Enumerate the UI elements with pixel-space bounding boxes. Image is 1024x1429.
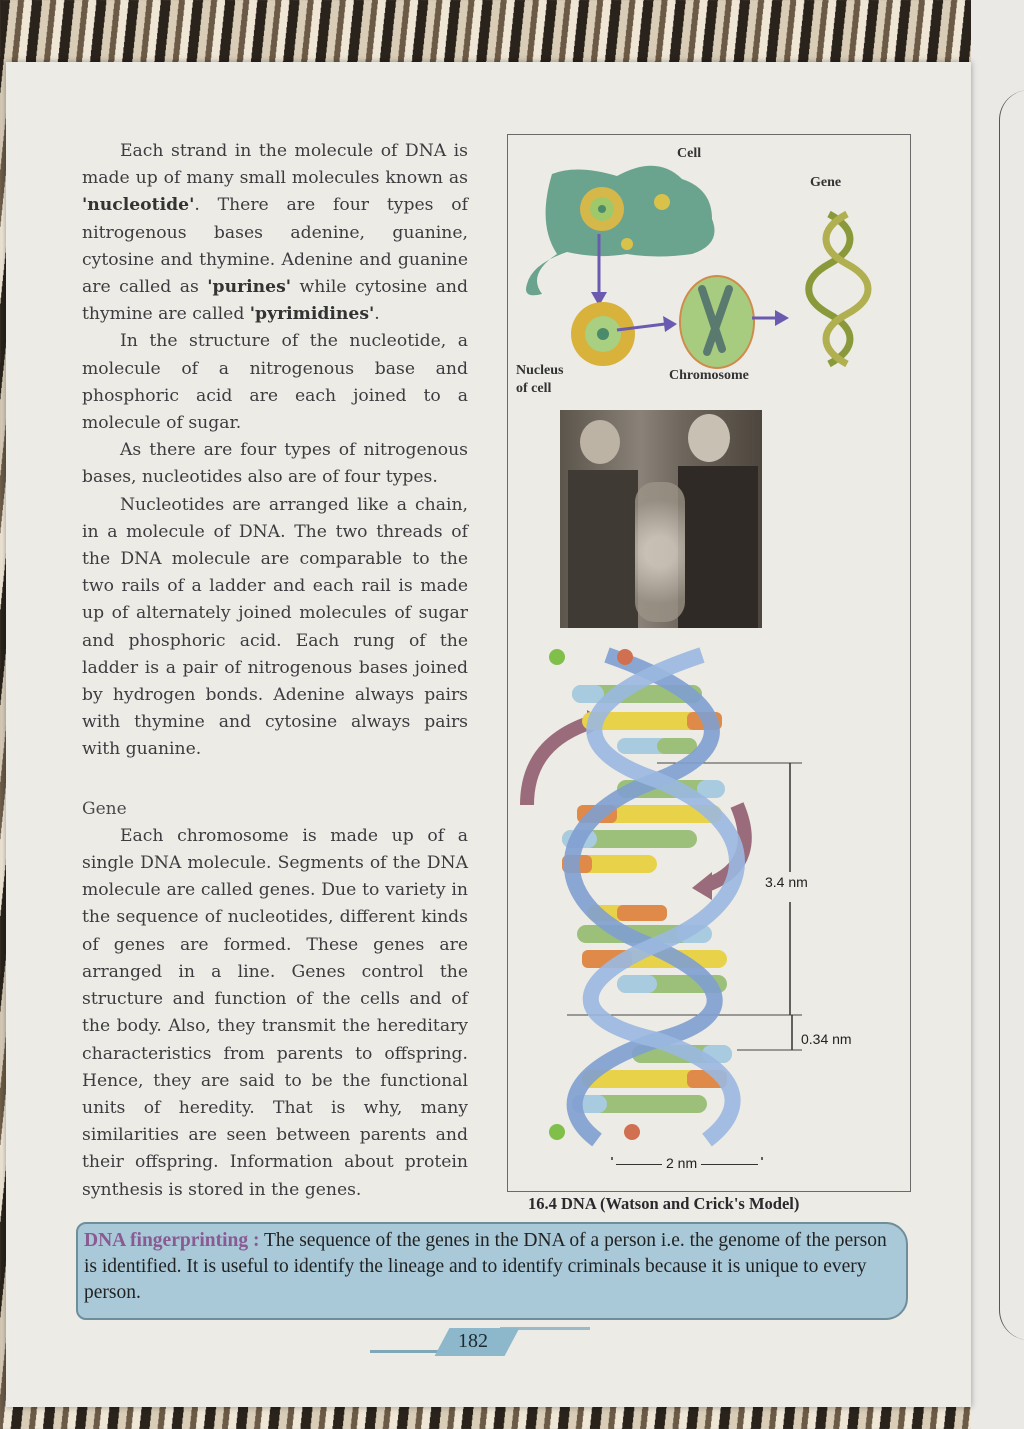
page-number: 182 xyxy=(458,1330,488,1352)
paragraph-gene: Each chromosome is made up of a single DNA molecule. Segments of the DNA molecule are called genes. Due to variety in the sequence of nucleotides, different kinds of genes are formed. These genes are arranged in a line. Genes control the structure and function of the cells and of the body. Also, they transmit the hereditary characteristics from parents to offspring. Hence, they are said to be the functional units of heredity. That is why, many similarities are seen between parents and their offspring. Information about protein synthesis is stored in the genes. xyxy=(82,825,468,1200)
label-nucleus: Nucleus of cell xyxy=(516,363,564,396)
pitch-measurement: 3.4 nm xyxy=(765,874,808,890)
nucleus-illustration xyxy=(571,302,635,366)
page-number-badge xyxy=(370,1326,590,1360)
paragraph-four-types: As there are four types of nitrogenous bases, nucleotides also are of four types. xyxy=(82,440,468,488)
paragraph-structure: In the structure of the nucleotide, a molecule of a nitrogenous base and phosphoric acid are each joined to a molecule of sugar. xyxy=(82,331,468,434)
dna-fingerprinting-note xyxy=(76,1222,908,1320)
width-measurement: 2 nm xyxy=(612,1155,762,1175)
gene-heading: Gene xyxy=(82,798,127,819)
paragraph-nucleotide: Each strand in the molecule of DNA is made up of many small molecules known as 'nucleotide'. There are four types of nitrogenous bases adenine, guanine, cytosine and thymine. Adenine and guanine are called as 'purines' while cytosine and thymine are called 'pyrimidines'. xyxy=(82,141,468,325)
note-text: The sequence of the genes in the DNA of a person i.e. the genome of the person is identified. It is useful to identify the lineage and to identify criminals because it is unique to every person. xyxy=(84,1230,887,1303)
gene-helix-illustration xyxy=(809,214,868,364)
cell-illustration xyxy=(526,166,715,296)
label-cell: Cell xyxy=(677,146,702,161)
dna-double-helix xyxy=(507,640,911,1160)
adjacent-page xyxy=(971,0,1024,1429)
chromosome-illustration xyxy=(680,276,754,368)
figure-caption: 16.4 DNA (Watson and Crick's Model) xyxy=(528,1194,800,1213)
note-term: DNA fingerprinting : xyxy=(84,1230,260,1251)
watson-crick-photo xyxy=(560,410,762,628)
rise-measurement: 0.34 nm xyxy=(801,1031,852,1047)
left-text-column xyxy=(82,138,468,1204)
label-gene: Gene xyxy=(810,175,842,190)
label-chromosome: Chromosome xyxy=(669,368,749,383)
paragraph-chain: Nucleotides are arranged like a chain, in a molecule of DNA. The two threads of the DNA molecule are comparable to the two rails of a ladder and each rail is made up of alternately joined molecules of sugar and phosphoric acid. Each rung of the ladder is a pair of nitrogenous bases joined by hydrogen bonds. Adenine always pairs with thymine and cytosine always pairs with guanine. xyxy=(82,494,468,760)
